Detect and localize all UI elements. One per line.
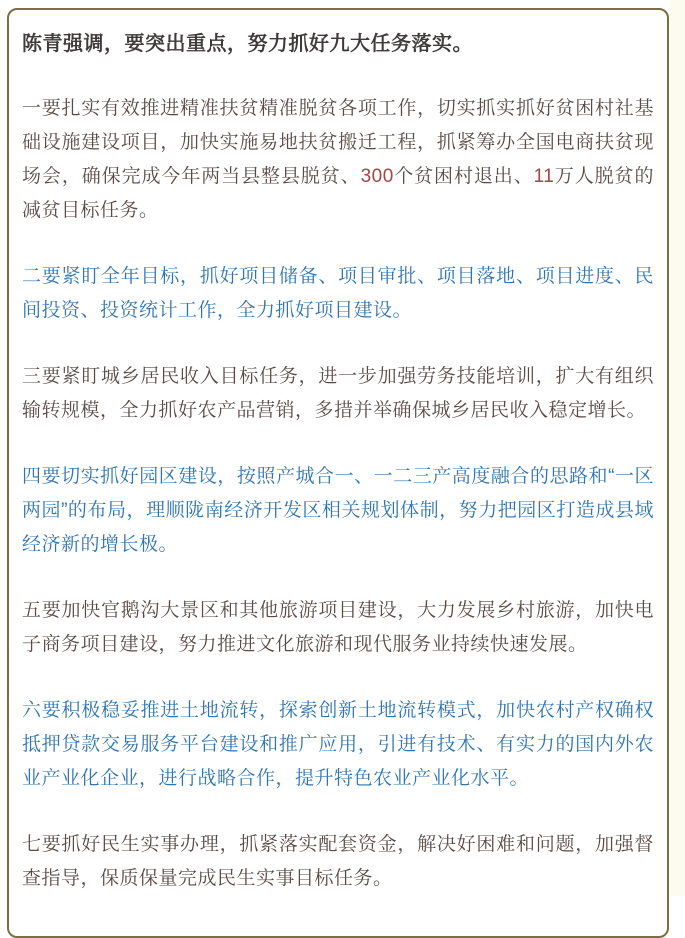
paragraph-text: 七要抓好民生实事办理，抓紧落实配套资金，解决好困难和问题，加强督查指导，保质保量完成民生实事目标任务。 [22, 834, 654, 889]
paragraph-text: 个贫困村退出、 [393, 166, 534, 187]
page-background-strip [670, 0, 685, 896]
article-paragraph [22, 360, 654, 428]
paragraph-text: 三要紧盯城乡居民收入目标任务，进一步加强劳务技能培训，扩大有组织输转规模，全力抓好农产品营销，多措并举确保城乡居民收入稳定增长。 [22, 366, 654, 421]
paragraph-text: 四要切实抓好园区建设，按照产城合一、一二三产高度融合的思路和“一区两园”的布局，理顺陇南经济开发区相关规划体制，努力把园区打造成县域经济新的增长极。 [22, 466, 654, 555]
article-paragraph [22, 828, 654, 896]
article-paragraph [22, 460, 654, 562]
article-paragraph [22, 594, 654, 662]
article-paragraph [22, 260, 654, 328]
highlight-number: 11 [533, 166, 555, 187]
paragraph-text: 一要扎实有效推进精准扶贫精准脱贫各项工作，切实抓实抓好贫困村社基础设施建设项目，加快实施易地扶贫搬迁工程，抓紧筹办全国电商扶贫现场会，确保完成今年两当县整县脱贫、 [22, 98, 654, 187]
highlight-number: 300 [360, 166, 394, 187]
article-paragraph [22, 694, 654, 796]
paragraph-text: 五要加快官鹅沟大景区和其他旅游项目建设，大力发展乡村旅游，加快电子商务项目建设，努力推进文化旅游和现代服务业持续快速发展。 [22, 600, 654, 655]
paragraph-text: 六要积极稳妥推进土地流转，探索创新土地流转模式，加快农村产权确权抵押贷款交易服务平台建设和推广应用，引进有技术、有实力的国内外农业产业化企业，进行战略合作，提升特色农业产业化水平。 [22, 700, 654, 789]
paragraph-text: 万人脱贫的减贫目标任务。 [22, 166, 654, 221]
article-card [7, 8, 669, 938]
article-headline: 陈青强调，要突出重点，努力抓好九大任务落实。 [22, 33, 473, 55]
article-paragraph [22, 92, 654, 228]
paragraph-text: 二要紧盯全年目标，抓好项目储备、项目审批、项目落地、项目进度、民间投资、投资统计工作，全力抓好项目建设。 [22, 266, 654, 321]
article-body [22, 92, 654, 896]
